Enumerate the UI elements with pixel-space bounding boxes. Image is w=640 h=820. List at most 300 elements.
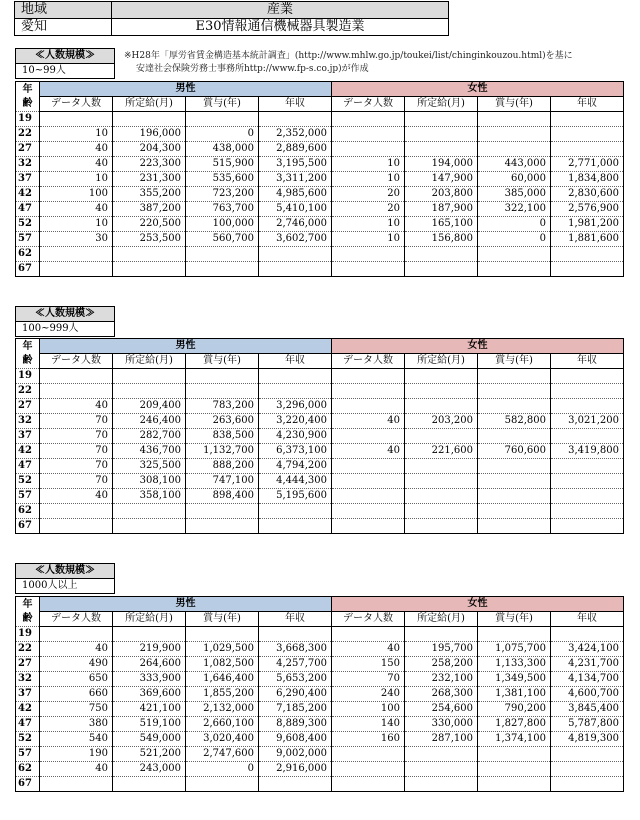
value-cell: 1,133,300 bbox=[478, 657, 551, 672]
age-cell: 47 bbox=[16, 717, 40, 732]
value-cell: 287,100 bbox=[405, 732, 478, 747]
col-header-salary: 所定給(月) bbox=[113, 354, 186, 369]
value-cell: 140 bbox=[332, 717, 405, 732]
value-cell: 1,374,100 bbox=[478, 732, 551, 747]
value-cell: 790,200 bbox=[478, 702, 551, 717]
value-cell bbox=[405, 489, 478, 504]
value-cell: 70 bbox=[40, 474, 113, 489]
value-cell bbox=[405, 127, 478, 142]
value-cell: 40 bbox=[40, 202, 113, 217]
value-cell bbox=[551, 429, 624, 444]
value-cell bbox=[332, 112, 405, 127]
value-cell: 40 bbox=[40, 399, 113, 414]
value-cell: 308,100 bbox=[113, 474, 186, 489]
value-cell bbox=[332, 384, 405, 399]
table-row bbox=[16, 732, 624, 747]
value-cell bbox=[332, 399, 405, 414]
value-cell: 7,185,200 bbox=[259, 702, 332, 717]
value-cell: 10 bbox=[40, 127, 113, 142]
value-cell bbox=[186, 519, 259, 534]
value-cell: 763,700 bbox=[186, 202, 259, 217]
value-cell bbox=[40, 262, 113, 277]
value-cell: 5,787,800 bbox=[551, 717, 624, 732]
value-cell: 221,600 bbox=[405, 444, 478, 459]
value-cell bbox=[551, 127, 624, 142]
table-row bbox=[16, 657, 624, 672]
value-cell: 40 bbox=[332, 444, 405, 459]
value-cell bbox=[405, 627, 478, 642]
value-cell: 4,794,200 bbox=[259, 459, 332, 474]
value-cell: 100,000 bbox=[186, 217, 259, 232]
value-cell: 40 bbox=[332, 642, 405, 657]
value-cell: 40 bbox=[40, 157, 113, 172]
region-value: 愛知 bbox=[15, 19, 112, 36]
value-cell bbox=[186, 777, 259, 792]
value-cell: 2,352,000 bbox=[259, 127, 332, 142]
table-row bbox=[16, 672, 624, 687]
value-cell bbox=[259, 777, 332, 792]
value-cell: 436,700 bbox=[113, 444, 186, 459]
size-scale-value: 100~999人 bbox=[16, 322, 115, 337]
table-row bbox=[16, 459, 624, 474]
value-cell: 2,889,600 bbox=[259, 142, 332, 157]
value-cell: 231,300 bbox=[113, 172, 186, 187]
age-cell: 67 bbox=[16, 262, 40, 277]
value-cell: 490 bbox=[40, 657, 113, 672]
value-cell bbox=[405, 762, 478, 777]
value-cell bbox=[113, 384, 186, 399]
value-cell bbox=[405, 429, 478, 444]
value-cell: 187,900 bbox=[405, 202, 478, 217]
value-cell bbox=[405, 262, 478, 277]
value-cell bbox=[478, 777, 551, 792]
table-row bbox=[16, 747, 624, 762]
male-header: 男性 bbox=[40, 339, 332, 354]
value-cell: 3,195,500 bbox=[259, 157, 332, 172]
size-scale-box bbox=[15, 306, 115, 337]
value-cell: 582,800 bbox=[478, 414, 551, 429]
value-cell bbox=[405, 247, 478, 262]
table-row bbox=[16, 157, 624, 172]
age-cell: 37 bbox=[16, 687, 40, 702]
value-cell bbox=[332, 747, 405, 762]
value-cell: 204,300 bbox=[113, 142, 186, 157]
value-cell bbox=[186, 627, 259, 642]
value-cell: 2,576,900 bbox=[551, 202, 624, 217]
size-scale-label: ≪人数規模≫ bbox=[16, 49, 115, 64]
col-header-bonus: 賞与(年) bbox=[478, 354, 551, 369]
value-cell: 333,900 bbox=[113, 672, 186, 687]
value-cell: 10 bbox=[332, 217, 405, 232]
table-row bbox=[16, 142, 624, 157]
value-cell: 2,746,000 bbox=[259, 217, 332, 232]
table-row bbox=[16, 474, 624, 489]
value-cell bbox=[405, 369, 478, 384]
value-cell: 232,100 bbox=[405, 672, 478, 687]
value-cell: 3,424,100 bbox=[551, 642, 624, 657]
header-table bbox=[14, 1, 449, 36]
value-cell bbox=[40, 777, 113, 792]
value-cell: 2,747,600 bbox=[186, 747, 259, 762]
value-cell bbox=[551, 474, 624, 489]
value-cell: 70 bbox=[40, 429, 113, 444]
col-header-count: データ人数 bbox=[40, 354, 113, 369]
table-row bbox=[16, 247, 624, 262]
value-cell: 325,500 bbox=[113, 459, 186, 474]
value-cell: 438,000 bbox=[186, 142, 259, 157]
age-cell: 37 bbox=[16, 172, 40, 187]
table-row bbox=[16, 217, 624, 232]
value-cell: 898,400 bbox=[186, 489, 259, 504]
value-cell: 0 bbox=[478, 232, 551, 247]
col-header-annual: 年収 bbox=[259, 612, 332, 627]
value-cell bbox=[478, 384, 551, 399]
value-cell bbox=[259, 369, 332, 384]
value-cell bbox=[551, 459, 624, 474]
value-cell: 1,981,200 bbox=[551, 217, 624, 232]
value-cell bbox=[332, 247, 405, 262]
value-cell: 540 bbox=[40, 732, 113, 747]
value-cell: 4,257,700 bbox=[259, 657, 332, 672]
value-cell: 254,600 bbox=[405, 702, 478, 717]
value-cell bbox=[405, 474, 478, 489]
value-cell: 9,608,400 bbox=[259, 732, 332, 747]
table-row bbox=[16, 642, 624, 657]
value-cell: 263,600 bbox=[186, 414, 259, 429]
col-header-count: データ人数 bbox=[332, 97, 405, 112]
value-cell bbox=[551, 519, 624, 534]
female-header: 女性 bbox=[332, 339, 624, 354]
value-cell: 9,002,000 bbox=[259, 747, 332, 762]
value-cell bbox=[40, 247, 113, 262]
value-cell: 330,000 bbox=[405, 717, 478, 732]
value-cell: 723,200 bbox=[186, 187, 259, 202]
value-cell: 165,100 bbox=[405, 217, 478, 232]
value-cell: 203,800 bbox=[405, 187, 478, 202]
wage-table bbox=[15, 81, 624, 277]
value-cell: 40 bbox=[332, 414, 405, 429]
value-cell: 660 bbox=[40, 687, 113, 702]
col-header-salary: 所定給(月) bbox=[405, 354, 478, 369]
col-header-bonus: 賞与(年) bbox=[186, 97, 259, 112]
value-cell: 2,830,600 bbox=[551, 187, 624, 202]
value-cell bbox=[40, 504, 113, 519]
source-note-line1: ※H28年「厚労省賃金構造基本統計調査」(http://www.mhlw.go.jp/toukei/list/chinginkouzou.html)を基に bbox=[124, 51, 573, 61]
value-cell: 253,500 bbox=[113, 232, 186, 247]
value-cell bbox=[405, 747, 478, 762]
value-cell: 4,985,600 bbox=[259, 187, 332, 202]
col-header-annual: 年収 bbox=[551, 354, 624, 369]
value-cell bbox=[113, 247, 186, 262]
table-row bbox=[16, 187, 624, 202]
value-cell: 243,000 bbox=[113, 762, 186, 777]
value-cell bbox=[478, 519, 551, 534]
value-cell: 220,500 bbox=[113, 217, 186, 232]
value-cell bbox=[405, 519, 478, 534]
age-cell: 27 bbox=[16, 142, 40, 157]
value-cell: 100 bbox=[40, 187, 113, 202]
value-cell: 515,900 bbox=[186, 157, 259, 172]
value-cell: 2,916,000 bbox=[259, 762, 332, 777]
value-cell bbox=[478, 627, 551, 642]
value-cell bbox=[332, 762, 405, 777]
value-cell: 246,400 bbox=[113, 414, 186, 429]
value-cell: 194,000 bbox=[405, 157, 478, 172]
value-cell bbox=[186, 112, 259, 127]
value-cell bbox=[332, 777, 405, 792]
value-cell: 385,000 bbox=[478, 187, 551, 202]
value-cell: 10 bbox=[332, 172, 405, 187]
value-cell bbox=[186, 369, 259, 384]
col-header-count: データ人数 bbox=[332, 354, 405, 369]
value-cell bbox=[259, 384, 332, 399]
value-cell: 10 bbox=[332, 232, 405, 247]
value-cell: 1,082,500 bbox=[186, 657, 259, 672]
value-cell bbox=[40, 112, 113, 127]
value-cell bbox=[405, 459, 478, 474]
value-cell: 783,200 bbox=[186, 399, 259, 414]
source-note-line2: 安達社会保険労務士事務所http://www.fp-s.co.jp)が作成 bbox=[136, 64, 369, 74]
value-cell bbox=[113, 262, 186, 277]
age-cell: 42 bbox=[16, 702, 40, 717]
value-cell bbox=[405, 504, 478, 519]
value-cell: 1,834,800 bbox=[551, 172, 624, 187]
value-cell bbox=[332, 489, 405, 504]
value-cell: 8,889,300 bbox=[259, 717, 332, 732]
value-cell: 1,855,200 bbox=[186, 687, 259, 702]
value-cell: 838,500 bbox=[186, 429, 259, 444]
table-row bbox=[16, 627, 624, 642]
age-cell: 62 bbox=[16, 504, 40, 519]
col-header-bonus: 賞与(年) bbox=[478, 97, 551, 112]
female-header: 女性 bbox=[332, 597, 624, 612]
age-cell: 42 bbox=[16, 444, 40, 459]
col-header-count: データ人数 bbox=[40, 97, 113, 112]
value-cell bbox=[478, 747, 551, 762]
value-cell: 3,220,400 bbox=[259, 414, 332, 429]
value-cell: 264,600 bbox=[113, 657, 186, 672]
value-cell: 70 bbox=[332, 672, 405, 687]
value-cell: 369,600 bbox=[113, 687, 186, 702]
value-cell: 1,827,800 bbox=[478, 717, 551, 732]
value-cell: 5,410,100 bbox=[259, 202, 332, 217]
male-header: 男性 bbox=[40, 82, 332, 97]
value-cell bbox=[332, 429, 405, 444]
value-cell bbox=[113, 777, 186, 792]
table-row bbox=[16, 702, 624, 717]
value-cell bbox=[551, 399, 624, 414]
age-cell: 57 bbox=[16, 232, 40, 247]
col-header-count: データ人数 bbox=[332, 612, 405, 627]
table-row bbox=[16, 127, 624, 142]
value-cell bbox=[332, 127, 405, 142]
value-cell bbox=[551, 504, 624, 519]
value-cell bbox=[40, 384, 113, 399]
value-cell: 3,419,800 bbox=[551, 444, 624, 459]
value-cell: 1,075,700 bbox=[478, 642, 551, 657]
value-cell bbox=[478, 504, 551, 519]
value-cell: 10 bbox=[332, 157, 405, 172]
table-row bbox=[16, 687, 624, 702]
value-cell bbox=[186, 262, 259, 277]
age-cell: 22 bbox=[16, 384, 40, 399]
value-cell: 421,100 bbox=[113, 702, 186, 717]
value-cell bbox=[478, 429, 551, 444]
value-cell: 190 bbox=[40, 747, 113, 762]
wage-table bbox=[15, 338, 624, 534]
table-row bbox=[16, 429, 624, 444]
table-row bbox=[16, 112, 624, 127]
table-row bbox=[16, 262, 624, 277]
value-cell bbox=[478, 112, 551, 127]
value-cell bbox=[332, 504, 405, 519]
value-cell bbox=[551, 762, 624, 777]
value-cell: 760,600 bbox=[478, 444, 551, 459]
value-cell: 3,845,400 bbox=[551, 702, 624, 717]
age-cell: 67 bbox=[16, 777, 40, 792]
age-cell: 19 bbox=[16, 112, 40, 127]
value-cell bbox=[113, 519, 186, 534]
value-cell: 0 bbox=[186, 762, 259, 777]
value-cell: 5,653,200 bbox=[259, 672, 332, 687]
age-cell: 62 bbox=[16, 247, 40, 262]
value-cell: 387,200 bbox=[113, 202, 186, 217]
age-cell: 47 bbox=[16, 202, 40, 217]
value-cell: 150 bbox=[332, 657, 405, 672]
col-header-annual: 年収 bbox=[259, 354, 332, 369]
table-row bbox=[16, 384, 624, 399]
value-cell bbox=[332, 142, 405, 157]
value-cell: 650 bbox=[40, 672, 113, 687]
value-cell: 3,296,000 bbox=[259, 399, 332, 414]
value-cell: 268,300 bbox=[405, 687, 478, 702]
value-cell: 203,200 bbox=[405, 414, 478, 429]
industry-value: E30情報通信機械器具製造業 bbox=[112, 19, 449, 36]
male-header: 男性 bbox=[40, 597, 332, 612]
value-cell bbox=[186, 504, 259, 519]
value-cell: 2,660,100 bbox=[186, 717, 259, 732]
age-cell: 19 bbox=[16, 369, 40, 384]
table-row bbox=[16, 369, 624, 384]
value-cell: 4,230,900 bbox=[259, 429, 332, 444]
value-cell bbox=[40, 369, 113, 384]
table-row bbox=[16, 777, 624, 792]
value-cell bbox=[478, 459, 551, 474]
wage-table bbox=[15, 596, 624, 792]
table-row bbox=[16, 717, 624, 732]
value-cell bbox=[551, 262, 624, 277]
value-cell: 219,900 bbox=[113, 642, 186, 657]
value-cell: 282,700 bbox=[113, 429, 186, 444]
value-cell: 888,200 bbox=[186, 459, 259, 474]
value-cell: 196,000 bbox=[113, 127, 186, 142]
value-cell: 4,444,300 bbox=[259, 474, 332, 489]
age-cell: 19 bbox=[16, 627, 40, 642]
value-cell: 40 bbox=[40, 762, 113, 777]
value-cell: 70 bbox=[40, 414, 113, 429]
value-cell bbox=[478, 247, 551, 262]
value-cell: 100 bbox=[332, 702, 405, 717]
col-header-salary: 所定給(月) bbox=[113, 97, 186, 112]
size-scale-box bbox=[15, 48, 115, 79]
value-cell: 1,132,700 bbox=[186, 444, 259, 459]
value-cell: 147,900 bbox=[405, 172, 478, 187]
value-cell: 549,000 bbox=[113, 732, 186, 747]
table-row bbox=[16, 504, 624, 519]
col-header-annual: 年収 bbox=[259, 97, 332, 112]
age-cell: 42 bbox=[16, 187, 40, 202]
table-row bbox=[16, 232, 624, 247]
value-cell: 40 bbox=[40, 642, 113, 657]
value-cell: 2,132,000 bbox=[186, 702, 259, 717]
value-cell: 160 bbox=[332, 732, 405, 747]
age-cell: 52 bbox=[16, 474, 40, 489]
value-cell: 3,668,300 bbox=[259, 642, 332, 657]
value-cell: 4,819,300 bbox=[551, 732, 624, 747]
value-cell bbox=[551, 247, 624, 262]
value-cell: 3,020,400 bbox=[186, 732, 259, 747]
value-cell: 70 bbox=[40, 459, 113, 474]
value-cell: 20 bbox=[332, 202, 405, 217]
value-cell: 223,300 bbox=[113, 157, 186, 172]
value-cell bbox=[405, 399, 478, 414]
value-cell bbox=[332, 474, 405, 489]
value-cell bbox=[405, 142, 478, 157]
age-header: 年齢 bbox=[16, 82, 40, 112]
value-cell bbox=[332, 627, 405, 642]
value-cell: 70 bbox=[40, 444, 113, 459]
value-cell bbox=[478, 369, 551, 384]
age-cell: 27 bbox=[16, 399, 40, 414]
value-cell: 358,100 bbox=[113, 489, 186, 504]
value-cell: 195,700 bbox=[405, 642, 478, 657]
value-cell bbox=[113, 369, 186, 384]
size-scale-value: 1000人以上 bbox=[16, 579, 115, 594]
value-cell: 443,000 bbox=[478, 157, 551, 172]
value-cell bbox=[405, 384, 478, 399]
age-cell: 37 bbox=[16, 429, 40, 444]
table-row bbox=[16, 202, 624, 217]
age-cell: 32 bbox=[16, 414, 40, 429]
age-cell: 67 bbox=[16, 519, 40, 534]
size-scale-label: ≪人数規模≫ bbox=[16, 307, 115, 322]
value-cell bbox=[551, 369, 624, 384]
value-cell bbox=[478, 489, 551, 504]
age-cell: 52 bbox=[16, 217, 40, 232]
age-header: 年齢 bbox=[16, 339, 40, 369]
value-cell: 0 bbox=[478, 217, 551, 232]
col-header-salary: 所定給(月) bbox=[405, 612, 478, 627]
value-cell: 10 bbox=[40, 172, 113, 187]
value-cell bbox=[478, 262, 551, 277]
value-cell: 3,602,700 bbox=[259, 232, 332, 247]
value-cell: 1,881,600 bbox=[551, 232, 624, 247]
value-cell: 355,200 bbox=[113, 187, 186, 202]
value-cell bbox=[551, 384, 624, 399]
age-cell: 62 bbox=[16, 762, 40, 777]
value-cell: 60,000 bbox=[478, 172, 551, 187]
value-cell bbox=[259, 247, 332, 262]
value-cell bbox=[405, 112, 478, 127]
age-cell: 27 bbox=[16, 657, 40, 672]
industry-label: 産業 bbox=[112, 2, 449, 19]
value-cell bbox=[259, 504, 332, 519]
value-cell bbox=[113, 112, 186, 127]
value-cell bbox=[186, 247, 259, 262]
value-cell: 521,200 bbox=[113, 747, 186, 762]
value-cell bbox=[551, 489, 624, 504]
size-scale-value: 10~99人 bbox=[16, 64, 115, 79]
